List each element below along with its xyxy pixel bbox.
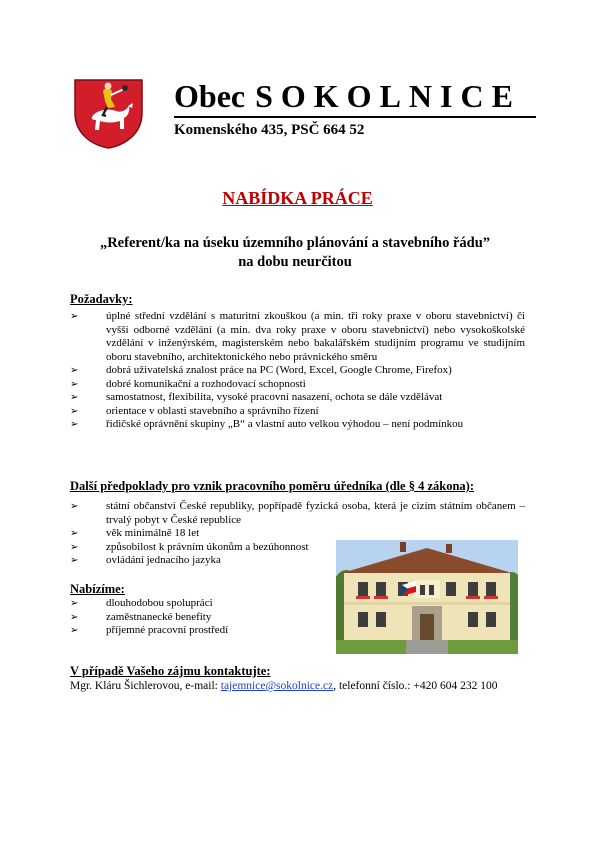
prerequisites-heading: Další předpoklady pro vznik pracovního poměru úředníka (dle § 4 zákona): [70, 479, 474, 493]
arrowhead-bullet-icon: ➢ [70, 611, 79, 623]
list-item: ➢ způsobilost k právním úkonům a bezúhonnost [70, 540, 309, 553]
email-link[interactable]: tajemnice@sokolnice.cz [220, 680, 334, 692]
list-item: ➢ zaměstnanecké benefity [70, 610, 212, 623]
contact-person: Mgr. Kláru Šichlerovou, e-mail: [70, 680, 221, 692]
town-prefix: Obec [174, 78, 246, 114]
arrowhead-bullet-icon: ➢ [70, 365, 79, 376]
list-item: ➢ příjemné pracovní prostředí [70, 624, 229, 636]
contact-phone: , telefonní číslo.: +420 604 232 100 [333, 680, 498, 692]
arrowhead-bullet-icon: ➢ [70, 311, 79, 322]
arrowhead-bullet-icon: ➢ [70, 405, 79, 417]
list-item: ➢ dlouhodobou spolupráci [70, 597, 213, 609]
list-item: ➢ státní občanství České republiky, popřípadě fyzická osoba, která je cizím státním občanem – trvalý pobyt v České republice [70, 500, 525, 526]
town-name: SOKOLNICE [255, 78, 521, 114]
town-name-heading [174, 76, 536, 118]
offer-title: NABÍDKA PRÁCE [222, 188, 373, 208]
arrowhead-bullet-icon: ➢ [70, 625, 79, 636]
offer-list [70, 597, 330, 638]
arrowhead-bullet-icon: ➢ [70, 555, 79, 566]
offer-heading: Nabízíme: [70, 582, 125, 596]
arrowhead-bullet-icon: ➢ [70, 528, 79, 539]
contact-line [70, 680, 497, 692]
list-item: ➢ úplné střední vzdělání s maturitní zkouškou (a min. tři roky praxe v oboru stavebnictví) či vyšší odborné vzdělání (a min. dva roky praxe v oboru stavebnictví) nebo vysokoškolské vzdělání v inženýrském, magisterském nebo bakalářském studijním programu ve studijním oboru stavebního, architektonického nebo právnického směru [70, 310, 525, 363]
arrowhead-bullet-icon: ➢ [70, 501, 79, 512]
contact-heading: V případě Vašeho zájmu kontaktujte: [70, 664, 271, 678]
list-item: ➢ dobré komunikační a rozhodovací schopnosti [70, 377, 306, 390]
list-item: ➢ věk minimálně 18 let [70, 527, 200, 539]
arrowhead-bullet-icon: ➢ [70, 598, 79, 609]
requirements-list [70, 310, 525, 432]
arrowhead-bullet-icon: ➢ [70, 392, 79, 403]
arrowhead-bullet-icon: ➢ [70, 378, 79, 390]
list-item: ➢ ovládání jednacího jazyka [70, 554, 221, 566]
job-title [60, 234, 530, 272]
list-item: ➢ samostatnost, flexibilita, vysoké pracovní nasazení, ochota se dále vzdělávat [70, 391, 443, 403]
arrowhead-bullet-icon: ➢ [70, 541, 79, 553]
list-item: ➢ orientace v oblasti stavebního a správního řízení [70, 404, 319, 417]
list-item: ➢ řidičské oprávnění skupiny „B“ a vlastní auto velkou výhodou – není podmínkou [70, 418, 464, 430]
town-address: Komenského 435, PSČ 664 52 [174, 122, 365, 138]
job-term-line: na dobu neurčitou [238, 254, 352, 270]
list-item: ➢ dobrá uživatelská znalost práce na PC (Word, Excel, Google Chrome, Firefox) [70, 364, 452, 376]
town-hall-building-photo [336, 540, 518, 654]
job-title-line: „Referent/ka na úseku územního plánování a stavebního řádu” [99, 235, 491, 251]
arrowhead-bullet-icon: ➢ [70, 419, 79, 430]
coat-of-arms-icon [72, 77, 145, 150]
requirements-heading: Požadavky: [70, 292, 133, 306]
